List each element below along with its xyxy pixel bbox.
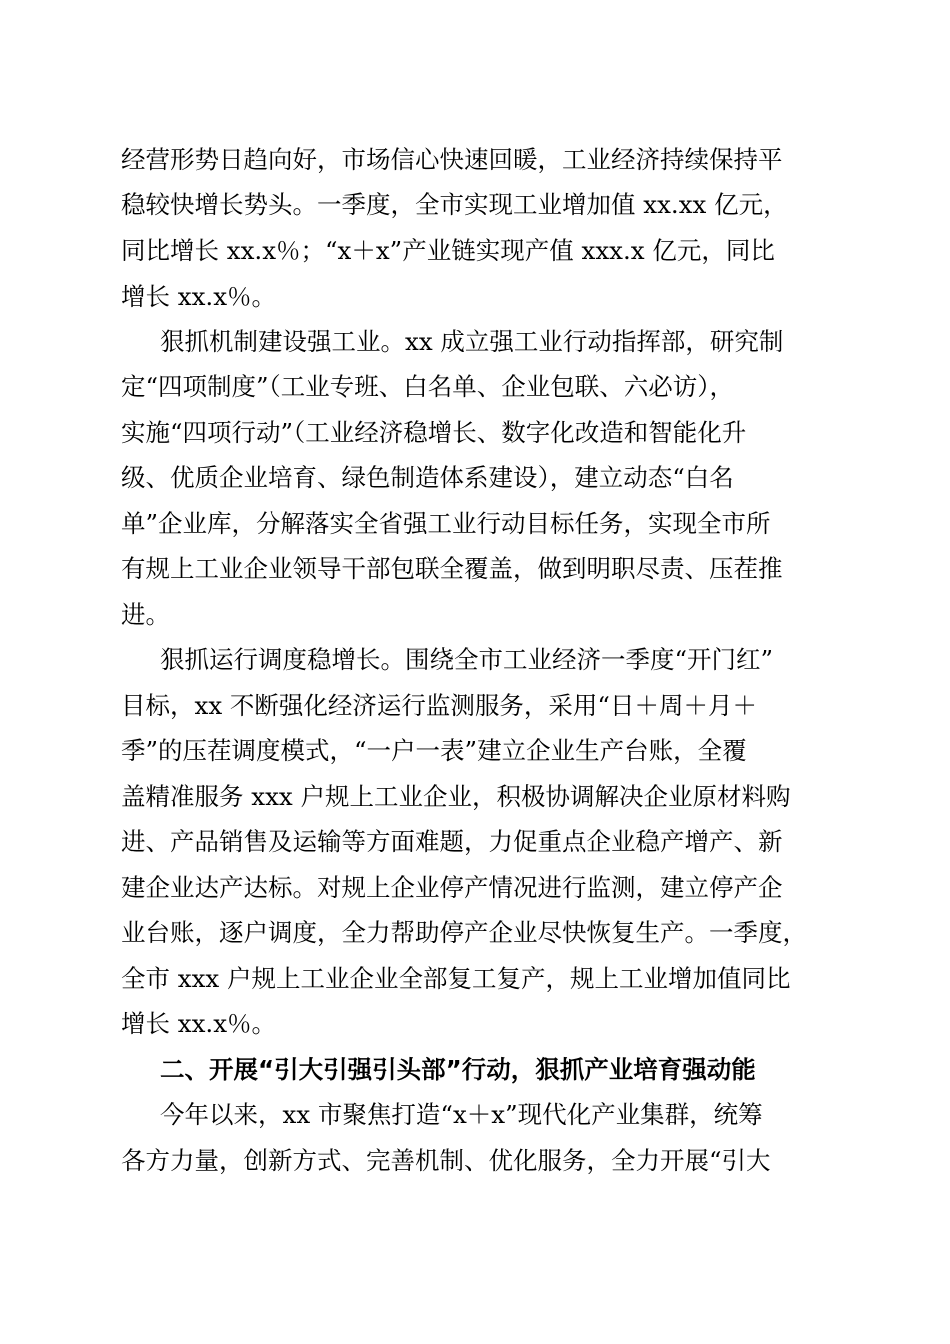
text-line: 建企业达产达标。对规上企业停产情况进行监测，建立停产企 xyxy=(121,873,783,902)
text-line: 增长 xx.x％。 xyxy=(121,282,277,311)
text-line: 盖精准服务 xxx 户规上工业企业，积极协调解决企业原材料购 xyxy=(121,782,791,811)
text-line: 同比增长 xx.x％；“x＋x”产业链实现产值 xxx.x 亿元，同比 xyxy=(121,236,775,265)
paragraph-lead-line: 狠抓运行调度稳增长。围绕全市工业经济一季度“开门红” xyxy=(160,645,774,674)
text-line: 进。 xyxy=(121,600,170,629)
paragraph-lead-line: 今年以来，xx 市聚焦打造“x＋x”现代化产业集群，统筹 xyxy=(160,1100,763,1129)
text-line: 单”企业库，分解落实全省强工业行动目标任务，实现全市所 xyxy=(121,509,771,538)
text-line: 有规上工业企业领导干部包联全覆盖，做到明职尽责、压茬推 xyxy=(121,554,783,583)
text-line: 业台账，逐户调度，全力帮助停产企业尽快恢复生产。一季度， xyxy=(121,918,807,947)
text-line: 定“四项制度”（工业专班、白名单、企业包联、六必访）， xyxy=(121,372,735,401)
text-line: 目标，xx 不断强化经济运行监测服务，采用“日＋周＋月＋ xyxy=(121,691,757,720)
text-line: 级、优质企业培育、绿色制造体系建设），建立动态“白名 xyxy=(121,463,734,492)
text-line: 实施“四项行动”（工业经济稳增长、数字化改造和智能化升 xyxy=(121,418,747,447)
paragraph-lead-line: 狠抓机制建设强工业。xx 成立强工业行动指挥部，研究制 xyxy=(160,327,784,356)
text-line: 经营形势日趋向好，市场信心快速回暖，工业经济持续保持平 xyxy=(121,145,783,174)
text-line: 季”的压茬调度模式，“一户一表”建立企业生产台账，全覆 xyxy=(121,736,747,765)
text-line: 各方力量，创新方式、完善机制、优化服务，全力开展“引大 xyxy=(121,1146,771,1175)
text-line: 全市 xxx 户规上工业企业全部复工复产，规上工业增加值同比 xyxy=(121,964,791,993)
text-line: 增长 xx.x％。 xyxy=(121,1009,277,1038)
text-line: 稳较快增长势头。一季度，全市实现工业增加值 xx.xx 亿元， xyxy=(121,190,788,219)
text-line: 进、产品销售及运输等方面难题，力促重点企业稳产增产、新 xyxy=(121,827,783,856)
section-heading: 二、开展“引大引强引头部”行动，狠抓产业培育强动能 xyxy=(160,1055,756,1084)
